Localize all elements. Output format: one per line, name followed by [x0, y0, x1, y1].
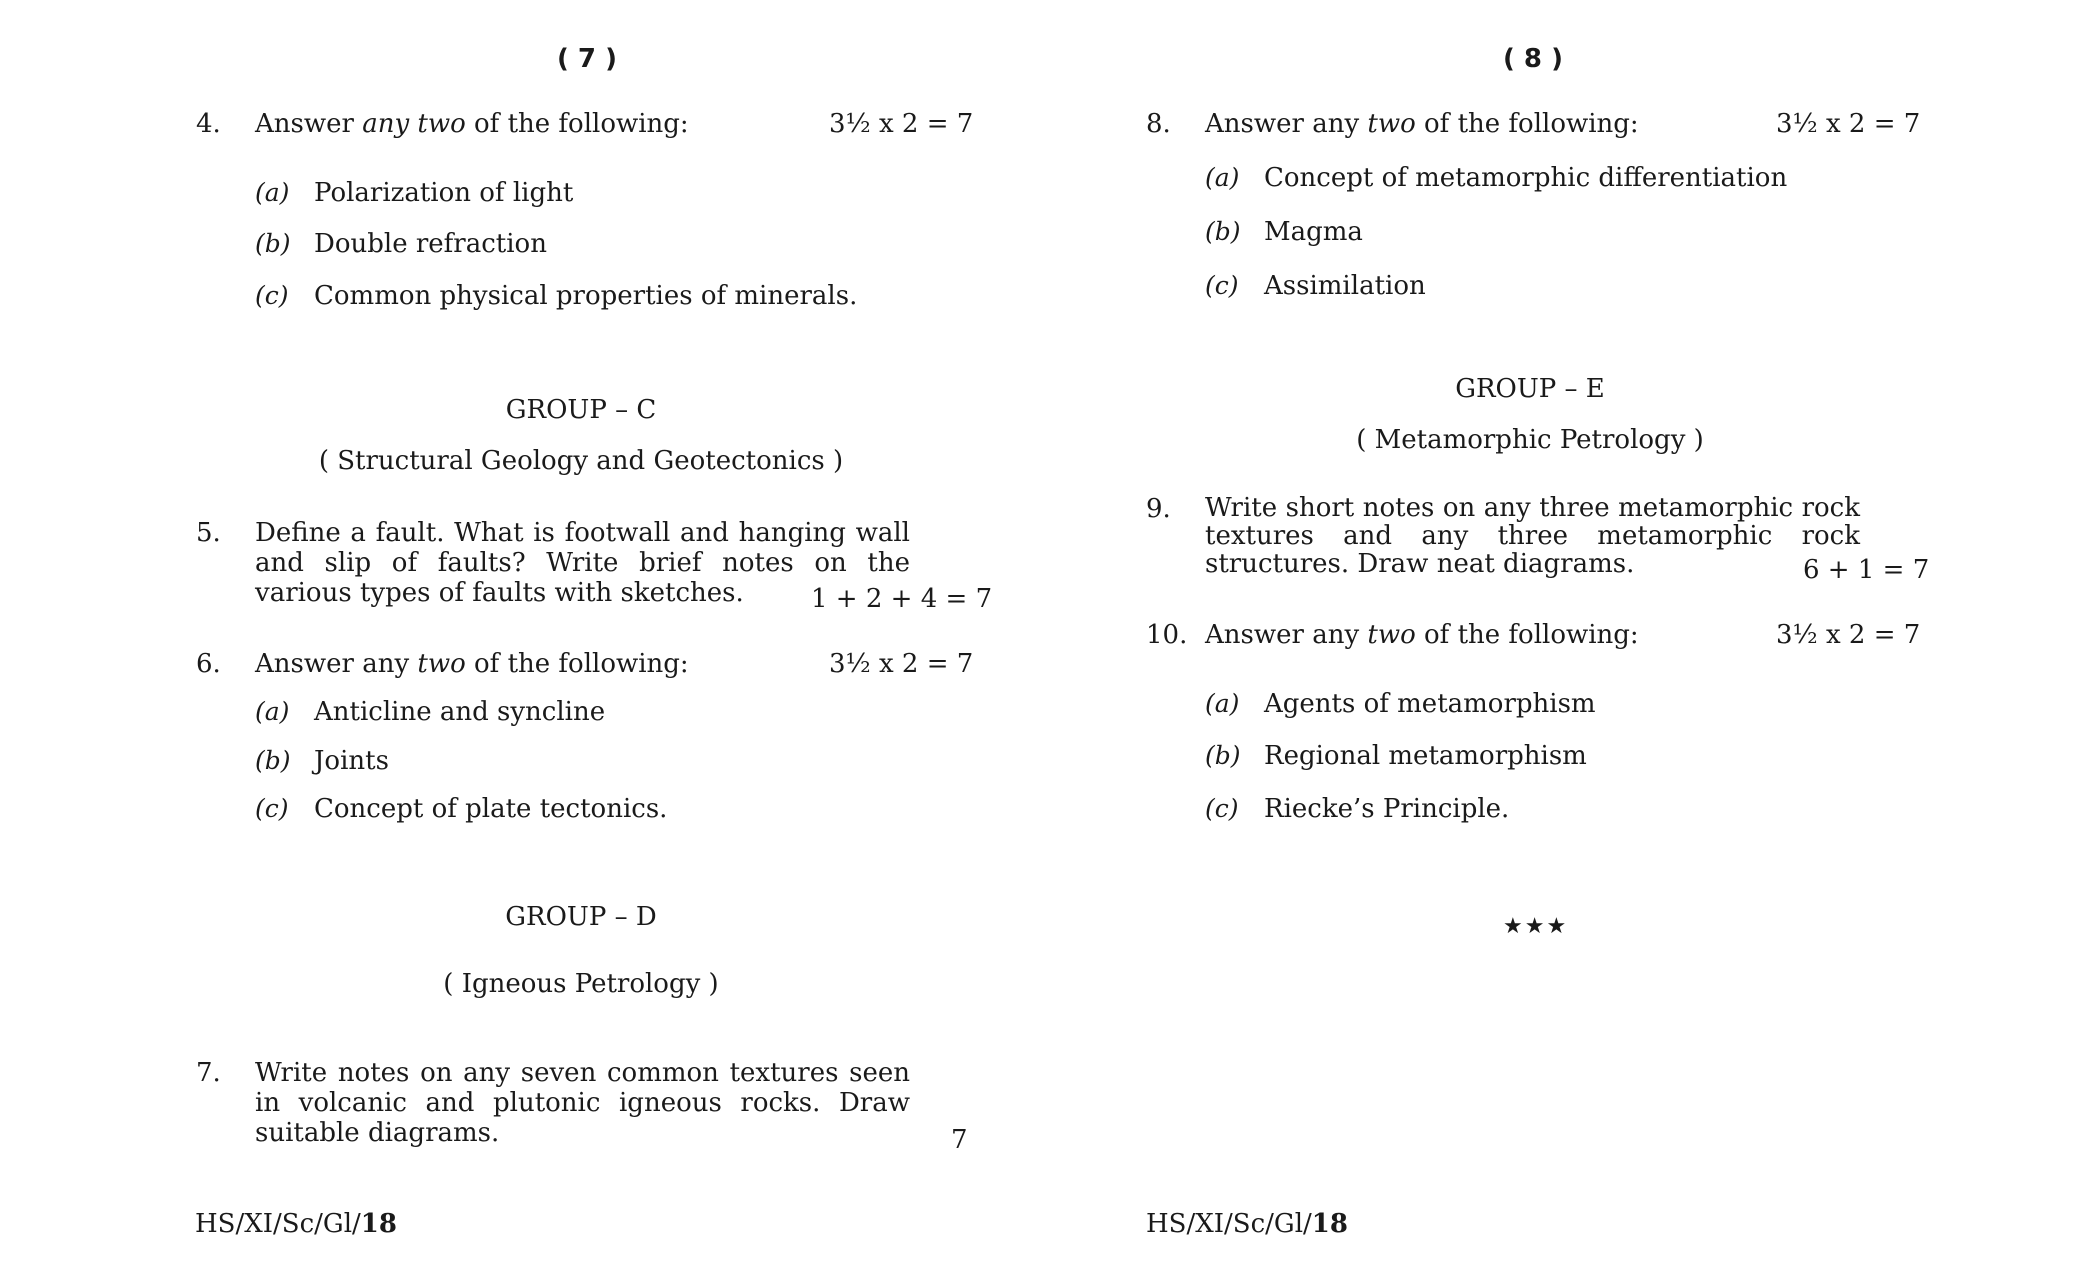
group-title: GROUP – C	[505, 395, 657, 425]
subquestion-label: (b)	[255, 746, 291, 775]
question-text: Write notes on any seven common textures seen in volcanic and plutonic igneous rocks. Draw suitable diagrams.	[255, 1058, 910, 1148]
right-page	[950, 0, 2000, 1275]
subquestion-label: (b)	[1205, 217, 1241, 246]
question-text-post: of the following:	[1415, 620, 1639, 650]
subquestion-text: Polarization of light	[314, 178, 574, 208]
question-text	[255, 649, 689, 679]
question-marks: 3½ x 2 = 7	[1776, 109, 1921, 139]
subquestion-text: Magma	[1264, 217, 1363, 247]
subquestion-label: (a)	[1205, 163, 1240, 192]
question-number: 6.	[196, 649, 221, 679]
question-text-pre: Answer any	[1205, 109, 1368, 139]
subquestion-text: Joints	[314, 746, 389, 776]
question-number: 4.	[196, 109, 221, 139]
footer-code-text: HS/XI/Sc/Gl/	[195, 1209, 361, 1239]
footer-code	[1146, 1209, 1348, 1239]
subquestion-label: (b)	[255, 229, 291, 258]
subquestion-text: Double refraction	[314, 229, 547, 259]
question-marks: 3½ x 2 = 7	[829, 109, 974, 139]
footer-code-number: 18	[360, 1209, 397, 1239]
question-text-emphasis: two	[1367, 109, 1416, 139]
subquestion-text: Concept of metamorphic differentiation	[1264, 163, 1788, 193]
subquestion-text: Anticline and syncline	[314, 697, 606, 727]
question-text	[1205, 620, 1639, 650]
question-text-emphasis: two	[417, 649, 466, 679]
subquestion-text: Common physical properties of minerals.	[314, 281, 858, 311]
subquestion-text: Riecke’s Principle.	[1264, 794, 1510, 824]
subquestion-label: (c)	[255, 281, 289, 310]
question-text-post: of the following:	[465, 649, 689, 679]
question-text-post: of the following:	[465, 109, 689, 139]
question-text-pre: Answer any	[1205, 620, 1368, 650]
question-text	[1205, 109, 1639, 139]
question-text	[255, 109, 689, 139]
subquestion-text: Concept of plate tectonics.	[314, 794, 668, 824]
question-number: 7.	[196, 1058, 221, 1088]
end-of-paper-stars: ★★★	[1503, 914, 1569, 939]
page-number: ( 7 )	[557, 44, 617, 74]
question-number: 10.	[1146, 620, 1188, 650]
group-title: GROUP – D	[505, 902, 657, 932]
question-text-emphasis: two	[1367, 620, 1416, 650]
group-subtitle: ( Igneous Petrology )	[443, 969, 719, 999]
subquestion-label: (c)	[255, 794, 289, 823]
group-title: GROUP – E	[1455, 374, 1605, 404]
footer-code-number: 18	[1311, 1209, 1348, 1239]
subquestion-label: (c)	[1205, 271, 1239, 300]
page-number: ( 8 )	[1503, 44, 1563, 74]
footer-code	[195, 1209, 397, 1239]
question-marks: 3½ x 2 = 7	[829, 649, 974, 679]
subquestion-label: (a)	[255, 697, 290, 726]
subquestion-label: (a)	[255, 178, 290, 207]
subquestion-text: Regional metamorphism	[1264, 741, 1587, 771]
question-text: Write short notes on any three metamorphic rock textures and any three metamorphic rock structures. Draw neat diagrams.	[1205, 493, 1860, 579]
question-text-pre: Answer any	[255, 649, 418, 679]
footer-code-text: HS/XI/Sc/Gl/	[1146, 1209, 1312, 1239]
question-number: 9.	[1146, 494, 1171, 524]
group-subtitle: ( Structural Geology and Geotectonics )	[318, 446, 844, 476]
question-number: 5.	[196, 518, 221, 548]
question-text-pre: Answer	[255, 109, 363, 139]
question-text-emphasis: any two	[362, 109, 466, 139]
question-text: Define a fault. What is footwall and hanging wall and slip of faults? Write brief notes on the various types of faults with sketches.	[255, 518, 910, 608]
subquestion-text: Agents of metamorphism	[1264, 689, 1596, 719]
question-marks: 3½ x 2 = 7	[1776, 620, 1921, 650]
subquestion-text: Assimilation	[1264, 271, 1426, 301]
subquestion-label: (c)	[1205, 794, 1239, 823]
question-marks: 7	[951, 1125, 968, 1155]
question-marks: 6 + 1 = 7	[1803, 555, 1930, 585]
subquestion-label: (a)	[1205, 689, 1240, 718]
question-marks: 1 + 2 + 4 = 7	[811, 584, 993, 614]
question-number: 8.	[1146, 109, 1171, 139]
group-subtitle: ( Metamorphic Petrology )	[1356, 425, 1704, 455]
subquestion-label: (b)	[1205, 741, 1241, 770]
question-text-post: of the following:	[1415, 109, 1639, 139]
